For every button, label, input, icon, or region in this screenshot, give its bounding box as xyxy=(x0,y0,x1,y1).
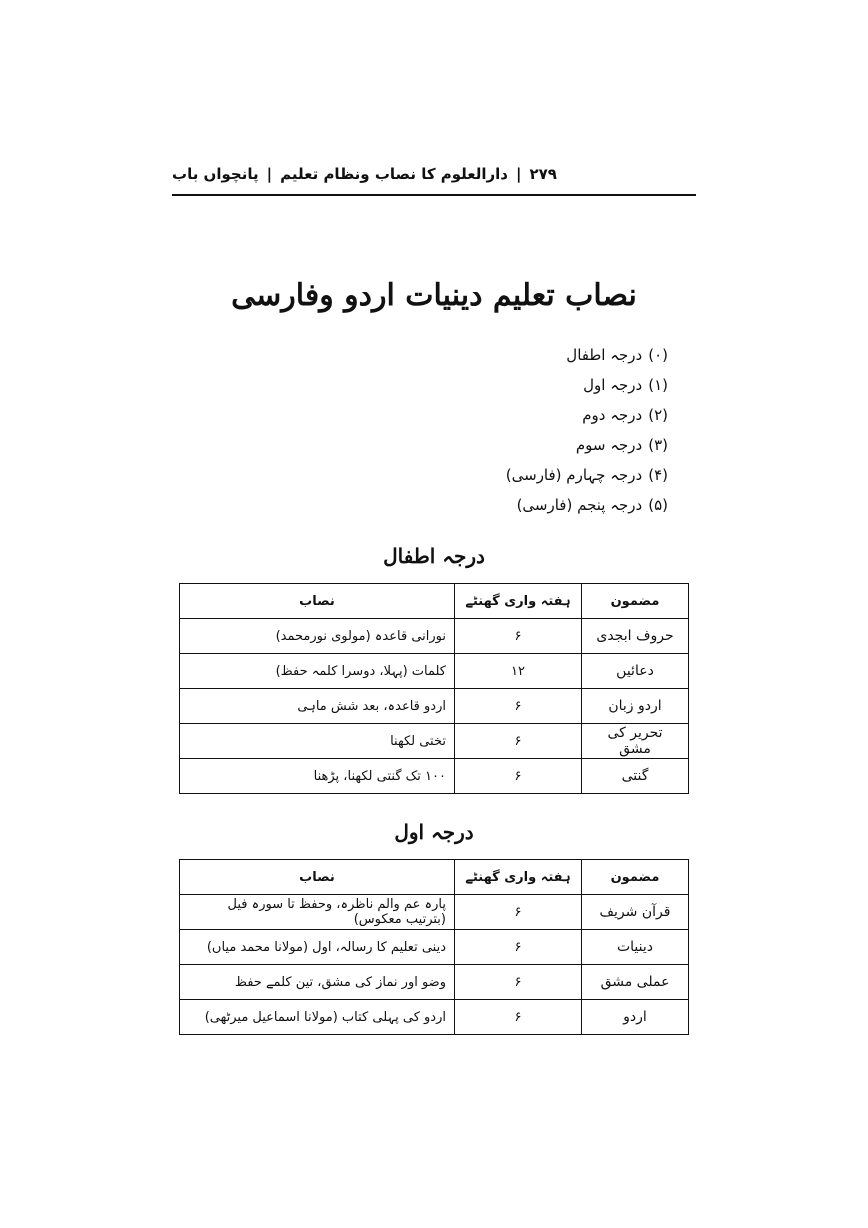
header-separator: | xyxy=(266,165,273,183)
syllabus-table-atfal xyxy=(179,583,689,794)
list-item: (۳)درجہ سوم xyxy=(575,436,668,454)
list-item: (۲)درجہ دوم xyxy=(582,406,668,424)
list-item: (۵)درجہ پنجم (فارسی) xyxy=(516,496,668,514)
header-rule xyxy=(172,194,696,196)
table-row: قرآن شریف ۶ پارہ عم والم ناظرہ، وحفظ تا سورہ فیل (بترتیب معکوس) xyxy=(180,895,689,930)
column-header-hours: ہفتہ واری گھنٹے xyxy=(455,584,582,619)
table-row: گنتی ۶ ۱۰۰ تک گنتی لکھنا، پڑھنا xyxy=(180,759,689,794)
list-item: (۴)درجہ چہارم (فارسی) xyxy=(505,466,668,484)
table-header-row xyxy=(180,860,689,895)
list-item: (۱)درجہ اول xyxy=(583,376,668,394)
list-item: (۰)درجہ اطفال xyxy=(566,346,668,364)
running-header xyxy=(172,160,696,188)
table-header-row xyxy=(180,584,689,619)
levels-list xyxy=(348,340,668,520)
page-title: نصاب تعلیم دینیات اردو وفارسی xyxy=(231,278,637,313)
table-row: عملی مشق ۶ وضو اور نماز کی مشق، تین کلمے حفظ xyxy=(180,965,689,1000)
column-header-syllabus: نصاب xyxy=(180,584,455,619)
column-header-hours: ہفتہ واری گھنٹے xyxy=(455,860,582,895)
page-number: ۲۷۹ xyxy=(529,165,557,183)
book-title: دارالعلوم کا نصاب ونظام تعلیم xyxy=(280,165,509,183)
column-header-subject: مضمون xyxy=(582,860,689,895)
table-row: دعائیں ۱۲ کلمات (پہلا، دوسرا کلمہ حفظ) xyxy=(180,654,689,689)
table-row: اردو ۶ اردو کی پہلی کتاب (مولانا اسماعیل میرٹھی) xyxy=(180,1000,689,1035)
chapter-label: پانچواں باب xyxy=(172,165,259,183)
syllabus-table-awwal xyxy=(179,859,689,1035)
table-row: تحریر کی مشق ۶ تختی لکھنا xyxy=(180,724,689,759)
table-row: حروف ابجدی ۶ نورانی قاعدہ (مولوی نورمحمد) xyxy=(180,619,689,654)
section-title-atfal: درجہ اطفال xyxy=(383,544,485,568)
column-header-subject: مضمون xyxy=(582,584,689,619)
table-row: اردو زبان ۶ اردو قاعدہ، بعد شش ماہی xyxy=(180,689,689,724)
section-title-awwal: درجہ اول xyxy=(394,820,474,844)
column-header-syllabus: نصاب xyxy=(180,860,455,895)
header-separator: | xyxy=(516,165,522,183)
table-row: دینیات ۶ دینی تعلیم کا رسالہ، اول (مولانا محمد میاں) xyxy=(180,930,689,965)
